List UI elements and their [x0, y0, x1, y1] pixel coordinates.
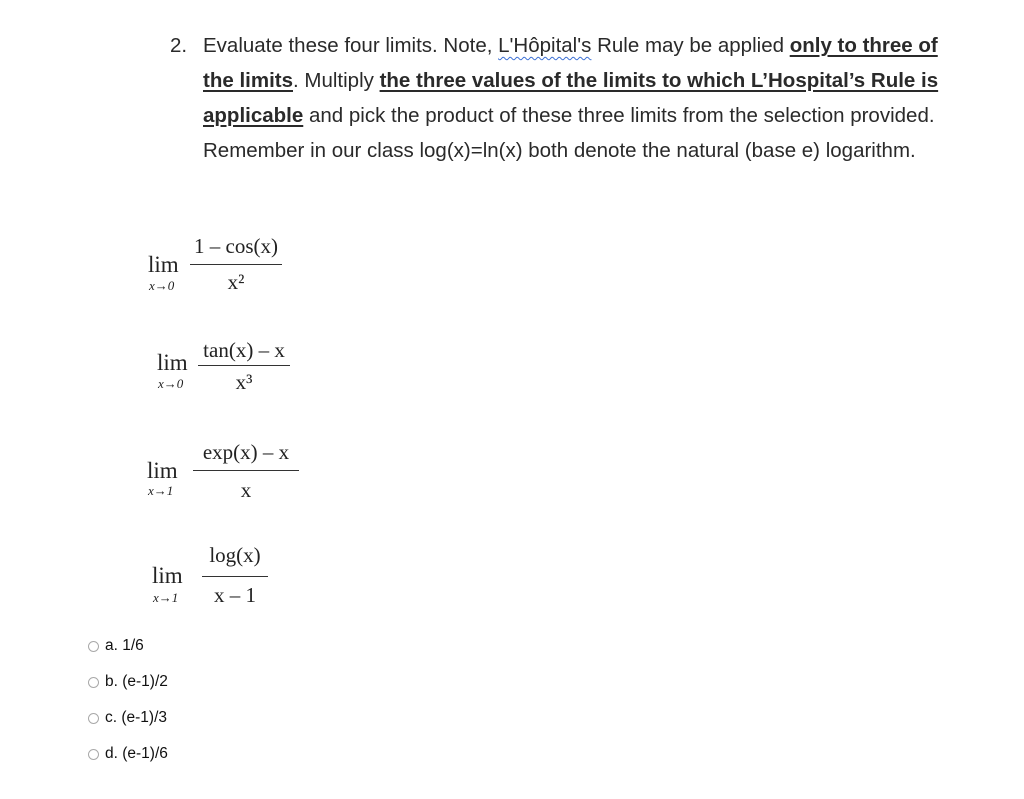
emphasis-applicable-limits: the three values of the limits to which L’Hospital’s Rule is applicable — [203, 69, 939, 127]
question-number: 2. — [170, 34, 188, 57]
numerator: tan(x) – x — [203, 338, 285, 362]
choice-label[interactable]: b. (e-1)/2 — [105, 673, 168, 690]
question-segment: . Multiply — [293, 69, 380, 92]
lim-subscript: x→1 — [148, 483, 174, 498]
lim-subscript: x→1 — [153, 590, 179, 605]
choice-a[interactable] — [88, 628, 168, 664]
lim-word: lim — [157, 350, 188, 375]
radio-button-icon[interactable] — [88, 641, 99, 652]
choice-label[interactable]: c. (e-1)/3 — [105, 709, 168, 726]
choice-label[interactable]: a. 1/6 — [105, 637, 144, 654]
radio-button-icon[interactable] — [88, 677, 99, 688]
limit-expression-4 — [150, 541, 280, 616]
answer-choices — [88, 628, 168, 772]
fraction-bar — [202, 576, 268, 577]
limit-expression-1 — [146, 232, 296, 302]
lim-word: lim — [147, 458, 178, 483]
fraction-bar — [190, 264, 282, 265]
choice-c[interactable] — [88, 700, 168, 736]
question-segment: Evaluate these four limits. Note, — [203, 34, 499, 57]
question-segment: Rule may be applied — [591, 34, 790, 57]
limit-expression-3 — [145, 438, 305, 508]
choice-d[interactable] — [88, 736, 168, 772]
denominator: x² — [227, 270, 245, 294]
numerator: 1 – cos(x) — [194, 234, 278, 258]
question-segment-lhopital: L'Hôpital's — [498, 34, 592, 57]
choice-label[interactable]: d. (e-1)/6 — [105, 745, 168, 762]
denominator: x — [240, 478, 252, 502]
lim-word: lim — [152, 563, 183, 588]
numerator: log(x) — [209, 543, 261, 567]
limit-expression-2 — [155, 336, 305, 406]
emphasis-only-three: only to three of the limits — [203, 34, 938, 92]
numerator: exp(x) – x — [202, 440, 290, 464]
lim-subscript: x→0 — [158, 376, 184, 391]
radio-button-icon[interactable] — [88, 749, 99, 760]
fraction-bar — [198, 365, 290, 366]
question-body — [203, 28, 970, 168]
denominator: x – 1 — [214, 583, 256, 607]
question-text — [170, 28, 970, 168]
lim-subscript: x→0 — [149, 278, 175, 293]
lim-word: lim — [148, 252, 179, 277]
fraction-bar — [193, 470, 299, 471]
radio-button-icon[interactable] — [88, 713, 99, 724]
denominator: x³ — [235, 370, 253, 394]
question-segment: and pick the product of these three limits from the selection provided. Remember in our class log(x)=ln(x) both denote the natural (base e) logarithm. — [203, 104, 935, 162]
choice-b[interactable] — [88, 664, 168, 700]
